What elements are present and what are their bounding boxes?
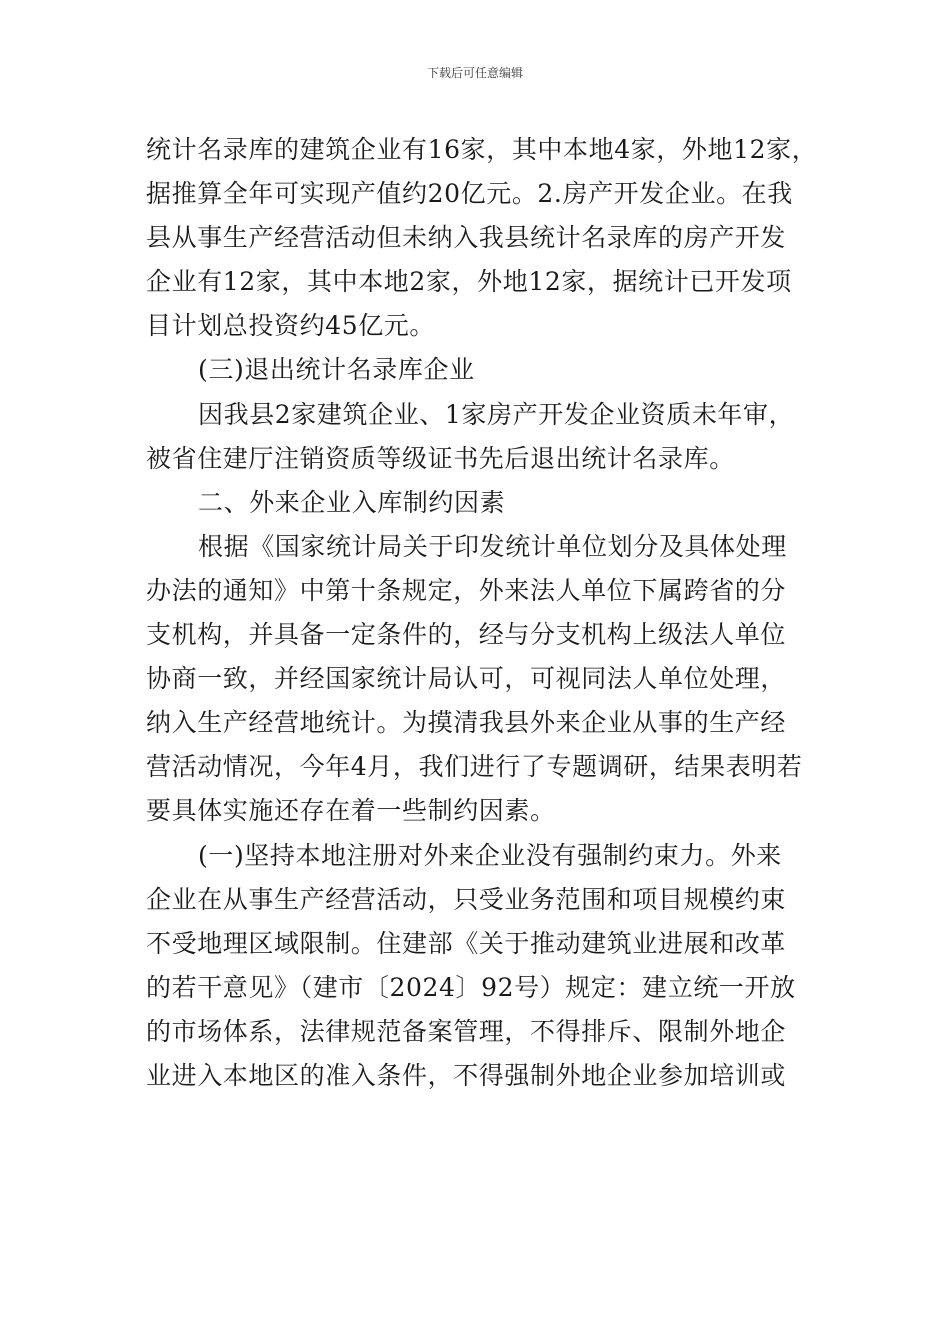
text-line: 县从事生产经营活动但未纳入我县统计名录库的房产开发	[146, 223, 787, 253]
text-line: 要具体实施还存在着一些制约因素。	[146, 796, 556, 826]
text-line: 企业在从事生产经营活动，只受业务范围和项目规模约束	[146, 884, 787, 914]
text-line: 协商一致，并经国家统计局认可，可视同法人单位处理，	[146, 664, 787, 694]
section-heading: 二、外来企业入库制约因素	[198, 487, 506, 517]
text-line: 根据《国家统计局关于印发统计单位划分及具体处理	[198, 531, 787, 561]
text-line: 被省住建厅注销资质等级证书先后退出统计名录库。	[146, 443, 735, 473]
header-note: 下载后可任意编辑	[426, 66, 523, 80]
text-line: 纳入生产经营地统计。为摸清我县外来企业从事的生产经	[146, 708, 787, 738]
text-line: 统计名录库的建筑企业有16家，其中本地4家，外地12家，	[146, 135, 818, 164]
text-line: 目计划总投资约45亿元。	[146, 311, 436, 341]
section-heading: (三)退出统计名录库企业	[198, 355, 475, 385]
text-line: 因我县2家建筑企业、1家房产开发企业资质未年审，	[198, 399, 795, 429]
text-line: (一)坚持本地注册对外来企业没有强制约束力。外来	[198, 840, 782, 870]
text-line: 办法的通知》中第十条规定，外来法人单位下属跨省的分	[146, 575, 787, 605]
text-line: 不受地理区域限制。住建部《关于推动建筑业进展和改革	[146, 928, 787, 958]
text-line: 企业有12家，其中本地2家，外地12家，据统计已开发项	[146, 267, 792, 297]
text-line: 据推算全年可实现产值约20亿元。2.房产开发企业。在我	[146, 179, 793, 209]
text-line: 支机构，并具备一定条件的，经与分支机构上级法人单位	[146, 620, 787, 650]
body-text	[146, 128, 818, 1098]
text-line: 营活动情况，今年4月，我们进行了专题调研，结果表明若	[146, 752, 803, 782]
text-line: 的市场体系，法律规范备案管理，不得排斥、限制外地企	[146, 1016, 787, 1046]
text-line: 业进入本地区的准入条件，不得强制外地企业参加培训或	[146, 1060, 787, 1090]
text-line: 的若干意见》（建市〔2024〕92号）规定：建立统一开放	[146, 972, 796, 1002]
